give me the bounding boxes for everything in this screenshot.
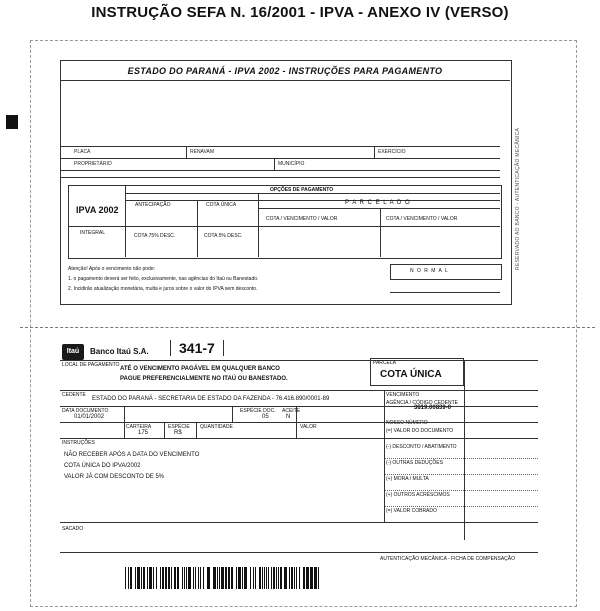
barcode-bar: [284, 567, 287, 589]
field-divider: [274, 158, 275, 170]
parcela-label: PARCELA: [373, 360, 396, 366]
normal-stamp: N O R M A L: [410, 268, 449, 274]
slip-dotted-rule: [384, 506, 538, 507]
slip-rule: [60, 390, 538, 391]
autenticacao-label: AUTENTICAÇÃO MECÂNICA - FICHA DE COMPENSAÇÃO: [380, 556, 516, 562]
barcode-bar: [207, 567, 210, 589]
cota-unica-header: COTA ÚNICA: [206, 202, 237, 208]
barcode-bar: [271, 567, 272, 589]
carteira-label: CARTEIRA: [126, 424, 152, 430]
agencia-value: 3819.00839-0: [414, 405, 452, 411]
table-divider: [380, 208, 381, 257]
side-vertical-text: RESERVADO AO BANCO - AUTENTICAÇÃO MECÂNICA: [515, 127, 521, 270]
antecipacao-value: COTA 75% DESC.: [134, 233, 176, 239]
right-label-deducoes: (-) OUTRAS DEDUÇÕES: [386, 460, 443, 466]
slip-divider: [232, 406, 233, 422]
barcode-bar: [130, 567, 132, 589]
registration-mark: [6, 115, 18, 129]
payment-options-header: OPÇÕES DE PAGAMENTO: [270, 187, 334, 193]
right-label-acrescimos: (+) OUTROS ACRÉSCIMOS: [386, 492, 450, 498]
right-block-divider: [384, 390, 385, 522]
barcode-bar: [318, 567, 319, 589]
renavam-label: RENAVAM: [190, 149, 214, 155]
table-divider: [258, 193, 259, 257]
barcode-bar: [278, 567, 279, 589]
barcode-bar: [168, 567, 170, 589]
barcode-bar: [259, 567, 261, 589]
placa-label: PLACA: [74, 149, 91, 155]
barcode-bar: [253, 567, 254, 589]
barcode-bar: [174, 567, 176, 589]
data-documento-value: 01/01/2002: [74, 414, 105, 420]
perforation-line: [20, 327, 595, 328]
barcode-bar: [310, 567, 313, 589]
slip-dotted-rule: [384, 474, 538, 475]
barcode-bar: [217, 567, 218, 589]
especie-doc-value: 05: [262, 414, 269, 420]
especie-doc-label: ESPÉCIE DOC.: [240, 408, 276, 414]
cota-unica-value: COTA 5% DESC.: [204, 233, 243, 239]
barcode-bar: [128, 567, 129, 589]
vencimento-label: VENCIMENTO: [386, 392, 420, 398]
barcode-bar: [314, 567, 317, 589]
ipva-year-label: IPVA 2002: [76, 205, 119, 215]
field-divider: [186, 146, 187, 158]
payment-type: COTA ÚNICA: [380, 369, 442, 380]
barcode-bar: [153, 567, 154, 589]
slip-dotted-rule: [384, 458, 538, 459]
payment-options-table: [68, 185, 502, 259]
table-divider: [197, 200, 198, 257]
aceite-label: ACEITE: [282, 408, 301, 414]
barcode-bar: [225, 567, 227, 589]
instruction-2: COTA ÚNICA DO IPVA/2002: [64, 463, 141, 469]
heading-rule: [60, 80, 510, 81]
barcode-bar: [266, 567, 267, 589]
table-rule: [125, 193, 500, 194]
barcode-bar: [160, 567, 161, 589]
parcela-column-header: COTA / VENCIMENTO / VALOR: [386, 216, 458, 222]
barcode-bar: [137, 567, 140, 589]
barcode-bar: [141, 567, 142, 589]
barcode-bar: [198, 567, 199, 589]
note-1: 1. o pagamento deverá ser feito, exclusivamente, nas agências do Itaú ou Banestado.: [68, 276, 259, 282]
sacado-label: SACADO: [62, 526, 84, 532]
barcode-bar: [184, 567, 185, 589]
slip-dotted-rule: [384, 490, 538, 491]
barcode-bar: [213, 567, 216, 589]
cedente-label: CEDENTE: [62, 392, 86, 398]
barcode-bar: [156, 567, 157, 589]
barcode-bar: [221, 567, 224, 589]
local-pagamento-label: LOCAL DE PAGAMENTO: [62, 362, 120, 368]
barcode-bar: [250, 567, 251, 589]
instruction-1: NÃO RECEBER APÓS A DATA DO VENCIMENTO: [64, 452, 200, 458]
slip-rule: [60, 422, 538, 423]
nosso-numero-label: NOSSO NÚMERO: [386, 420, 428, 426]
barcode-bar: [294, 567, 295, 589]
barcode-bar: [296, 567, 297, 589]
barcode-bar: [231, 567, 233, 589]
cedente-value: ESTADO DO PARANÁ - SECRETARIA DE ESTADO DA FAZENDA - 76.416.890/0001-89: [92, 396, 330, 402]
barcode-bar: [236, 567, 237, 589]
especie-label: ESPÉCIE: [168, 424, 190, 430]
right-label-desconto: (-) DESCONTO / ABATIMENTO: [386, 444, 457, 450]
table-rule: [125, 200, 500, 201]
table-rule: [68, 226, 500, 227]
field-row-top: [60, 146, 500, 147]
barcode-bar: [162, 567, 164, 589]
parcelado-header: P A R C E L A D O: [345, 200, 411, 206]
slip-rule: [60, 522, 538, 523]
barcode-bar: [242, 567, 243, 589]
barcode-bar: [125, 567, 126, 589]
barcode-bar: [165, 567, 167, 589]
barcode-bar: [238, 567, 241, 589]
slip-header-rule: [60, 360, 538, 361]
field-row-bottom2: [60, 177, 500, 178]
valor-documento-label: (=) VALOR DO DOCUMENTO: [386, 428, 454, 434]
right-label-mora: (+) MORA / MULTA: [386, 476, 429, 482]
barcode-bar: [268, 567, 269, 589]
barcode-bar: [200, 567, 201, 589]
barcode-bar: [188, 567, 191, 589]
barcode-bar: [291, 567, 293, 589]
barcode-bar: [135, 567, 136, 589]
barcode-bar: [186, 567, 187, 589]
integral-row-label: INTEGRAL: [80, 230, 106, 236]
payment-message-1: ATÉ O VENCIMENTO PAGÁVEL EM QUALQUER BANCO: [120, 366, 280, 372]
barcode-bar: [255, 567, 256, 589]
bank-name: Banco Itaú S.A.: [90, 347, 149, 356]
barcode-bar: [143, 567, 145, 589]
instrucoes-label: INSTRUÇÕES: [62, 440, 95, 446]
slip-rule: [60, 406, 538, 407]
barcode-bar: [264, 567, 265, 589]
instructions-heading: ESTADO DO PARANÁ - IPVA 2002 - INSTRUÇÕES PARA PAGAMENTO: [127, 66, 443, 76]
agencia-label: AGÊNCIA / CÓDIGO CEDENTE: [386, 400, 458, 406]
barcode-bar: [203, 567, 204, 589]
parcela-column-header: COTA / VENCIMENTO / VALOR: [266, 216, 338, 222]
barcode-bar: [219, 567, 220, 589]
right-column-divider: [464, 360, 465, 540]
barcode-bar: [193, 567, 194, 589]
right-label-cobrado: (=) VALOR COBRADO: [386, 508, 437, 514]
slip-rule: [60, 552, 538, 553]
barcode-bar: [276, 567, 277, 589]
valor-label: VALOR: [300, 424, 317, 430]
payment-message-2: PAGUE PREFERENCIALMENTE NO ITAÚ OU BANESTADO.: [120, 376, 288, 382]
barcode-bar: [280, 567, 282, 589]
data-documento-label: DATA DOCUMENTO: [62, 408, 109, 414]
barcode-bar: [273, 567, 275, 589]
barcode-bar: [289, 567, 290, 589]
antecipacao-header: ANTECIPAÇÃO: [135, 202, 171, 208]
field-row-mid: [60, 158, 500, 159]
signature-line: [390, 292, 500, 293]
exercicio-label: EXERCÍCIO: [378, 149, 406, 155]
slip-divider: [196, 422, 197, 438]
attention-note: Atenção! Após o vencimento não pode:: [68, 266, 156, 272]
barcode-bar: [182, 567, 183, 589]
barcode-bar: [299, 567, 300, 589]
municipio-label: MUNICÍPIO: [278, 161, 305, 167]
proprietario-label: PROPRIETÁRIO: [74, 161, 112, 167]
slip-divider: [164, 422, 165, 438]
bank-code: 341-7: [170, 340, 224, 356]
barcode-bar: [306, 567, 309, 589]
field-row-bottom: [60, 170, 500, 171]
barcode-bar: [244, 567, 247, 589]
note-2: 2. Incidirão atualização monetária, multa e juros sobre o valor do IPVA sem desconto.: [68, 286, 258, 292]
field-divider: [374, 146, 375, 158]
barcode-bar: [262, 567, 263, 589]
table-divider: [125, 185, 126, 257]
barcode-bar: [303, 567, 305, 589]
aceite-value: N: [286, 414, 291, 420]
carteira-value: 175: [138, 430, 149, 436]
barcode: [125, 567, 320, 589]
barcode-bar: [171, 567, 172, 589]
moeda-value: R$: [174, 430, 182, 436]
slip-rule: [60, 438, 538, 439]
itau-logo: Itaú: [62, 344, 84, 360]
instruction-3: VALOR JÁ COM DESCONTO DE 5%: [64, 474, 165, 480]
table-rule: [258, 208, 500, 209]
barcode-bar: [195, 567, 196, 589]
quantidade-label: QUANTIDADE: [200, 424, 233, 430]
barcode-bar: [149, 567, 152, 589]
barcode-bar: [147, 567, 148, 589]
barcode-bar: [177, 567, 179, 589]
barcode-bar: [228, 567, 230, 589]
page-title: INSTRUÇÃO SEFA N. 16/2001 - IPVA - ANEXO IV (VERSO): [91, 4, 509, 21]
